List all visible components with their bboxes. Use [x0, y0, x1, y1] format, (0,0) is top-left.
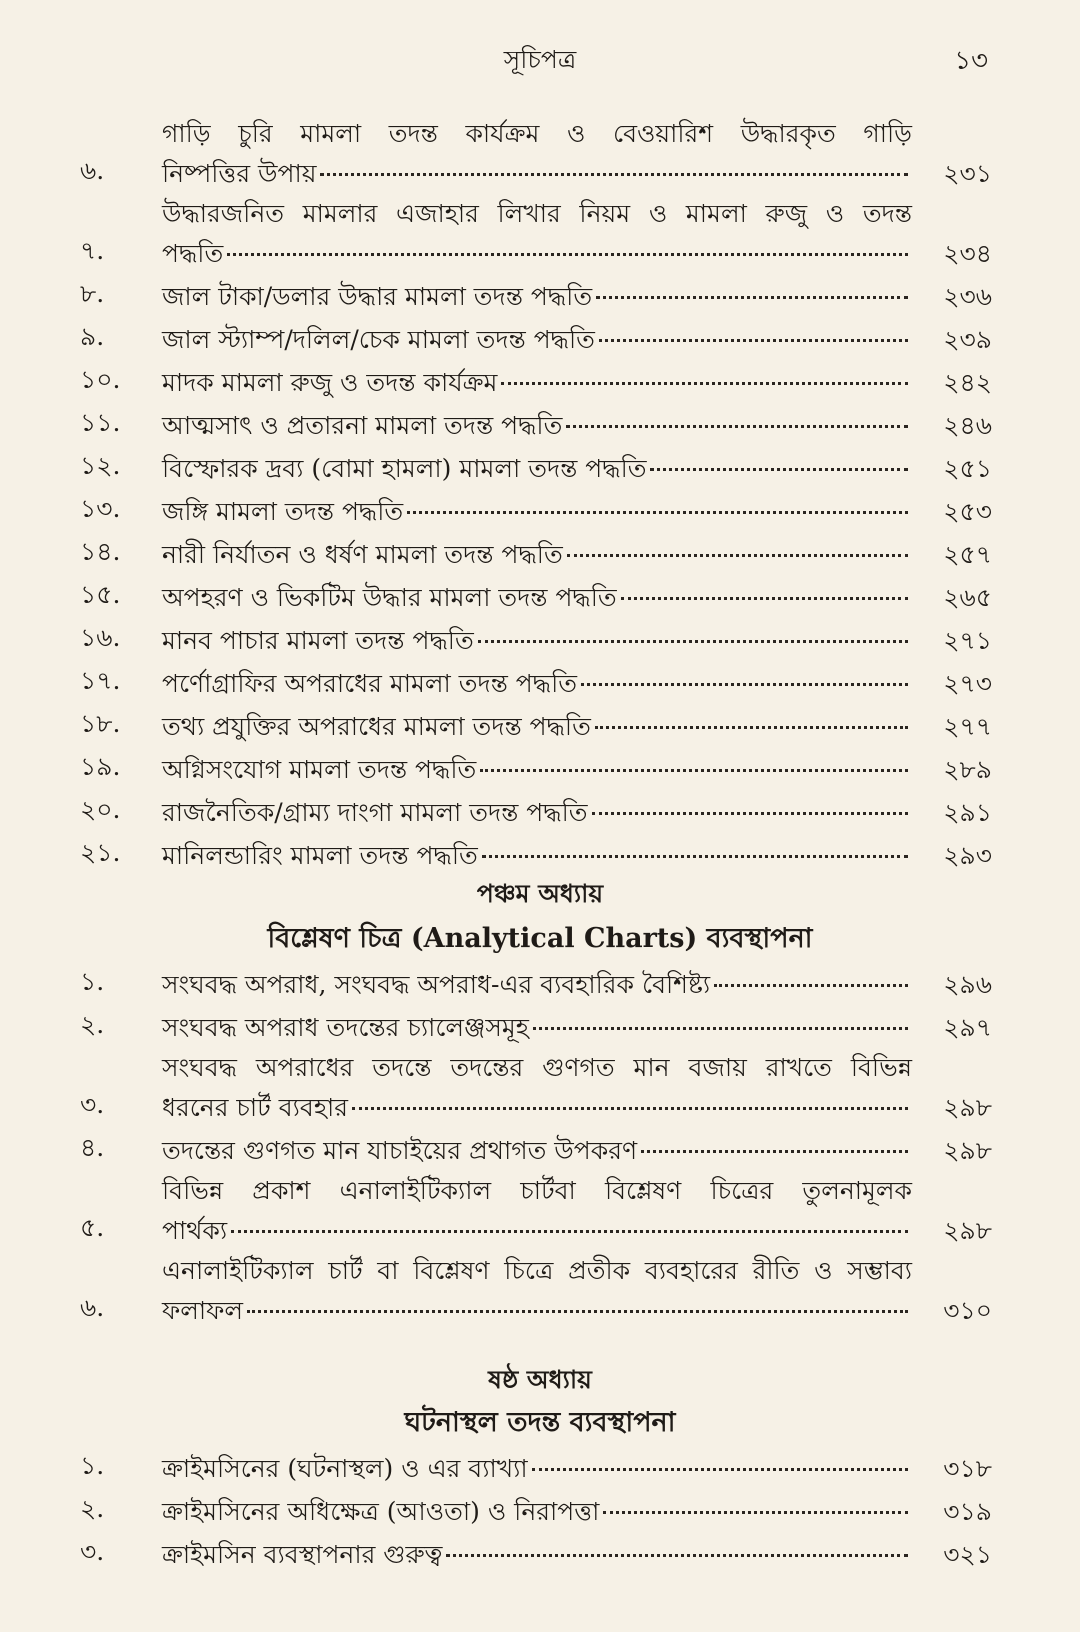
entry-title [162, 578, 912, 618]
entry-title-text: পার্থক্য [162, 1216, 228, 1245]
entry-page-number: ২৫৭ [943, 540, 992, 569]
toc-list-chapter-6 [80, 1446, 992, 1575]
entry-number: ২১. [80, 838, 121, 867]
entry-number: ১৮. [80, 709, 121, 738]
entry-title-last-line [162, 1535, 912, 1575]
entry-title [162, 114, 912, 194]
entry-title-text: তথ্য প্রযুক্তির অপরাধের মামলা তদন্ত পদ্ধতি [162, 712, 591, 741]
entry-title-last-line [162, 1291, 912, 1331]
entry-page-number: ৩১৮ [943, 1454, 992, 1483]
entry-number: ১৯. [80, 752, 121, 781]
entry-title [162, 965, 912, 1005]
dot-leader [567, 553, 908, 557]
toc-entry[interactable] [80, 403, 992, 446]
entry-number: ১৭. [80, 666, 121, 695]
entry-number: ২. [80, 1010, 105, 1039]
entry-title-last-line [162, 750, 912, 790]
entry-title [162, 1251, 912, 1331]
entry-number: ১. [80, 1451, 105, 1480]
entry-title-last-line [162, 1211, 912, 1251]
entry-title [162, 363, 912, 403]
entry-title-last-line [162, 406, 912, 446]
entry-title [162, 277, 912, 317]
entry-title-text: সংঘবদ্ধ অপরাধ তদন্তের চ্যালেঞ্জসমূহ [162, 1013, 529, 1042]
entry-title-last-line [162, 234, 912, 274]
entry-title [162, 406, 912, 446]
entry-title-line: সংঘবদ্ধ অপরাধের তদন্তে তদন্তের গুণগত মান বজায় রাখতে বিভিন্ন [162, 1053, 912, 1082]
entry-title-last-line [162, 793, 912, 833]
toc-entry[interactable] [80, 317, 992, 360]
entry-number: ৩. [80, 1090, 105, 1119]
entry-number: ১০. [80, 365, 121, 394]
entry-page-number: ৩১০ [943, 1296, 992, 1325]
entry-page-number: ২৩৪ [943, 239, 992, 268]
entry-title-line: গাড়ি চুরি মামলা তদন্ত কার্যক্রম ও বেওয়ারিশ উদ্ধারকৃত গাড়ি [162, 119, 912, 148]
entry-page-number: ৩২১ [943, 1540, 992, 1569]
entry-number: ১৫. [80, 580, 121, 609]
dot-leader [599, 338, 908, 342]
entry-page-number: ২৫৩ [943, 497, 992, 526]
entry-title [162, 194, 912, 274]
entry-title [162, 750, 912, 790]
entry-title-text: ক্রাইমসিনের (ঘটনাস্থল) ও এর ব্যাখ্যা [162, 1454, 528, 1483]
entry-title [162, 707, 912, 747]
dot-leader [641, 1149, 908, 1153]
entry-title-text: মানব পাচার মামলা তদন্ত পদ্ধতি [162, 626, 474, 655]
entry-title [162, 449, 912, 489]
entry-title [162, 664, 912, 704]
chapter-6-title: ঘটনাস্থল তদন্ত ব্যবস্থাপনা [404, 1407, 676, 1438]
entry-title [162, 535, 912, 575]
entry-title [162, 320, 912, 360]
entry-title [162, 492, 912, 532]
entry-title-text: ক্রাইমসিনের অধিক্ষেত্র (আওতা) ও নিরাপত্তা [162, 1497, 600, 1526]
entry-number: ১. [80, 967, 105, 996]
entry-number: ১৪. [80, 537, 121, 566]
entry-title-text: জাল টাকা/ডলার উদ্ধার মামলা তদন্ত পদ্ধতি [162, 282, 593, 311]
entry-title-last-line [162, 1008, 912, 1048]
entry-title-last-line [162, 1492, 912, 1532]
toc-entry[interactable] [80, 1446, 992, 1489]
toc-entry[interactable] [80, 575, 992, 618]
entry-title [162, 1449, 912, 1489]
toc-entry[interactable] [80, 489, 992, 532]
entry-number: ১৩. [80, 494, 121, 523]
entry-title-text: জাল স্ট্যাম্প/দলিল/চেক মামলা তদন্ত পদ্ধতি [162, 325, 595, 354]
dot-leader [595, 725, 908, 729]
toc-entry[interactable] [80, 618, 992, 661]
entry-page-number: ২৯১ [943, 798, 992, 827]
entry-title-last-line [162, 535, 912, 575]
dot-leader [501, 381, 908, 385]
toc-entry[interactable] [80, 1489, 992, 1532]
entry-page-number: ২৭৩ [943, 669, 992, 698]
dot-leader [596, 295, 908, 299]
entry-number: ২. [80, 1494, 105, 1523]
entry-title-text: অগ্নিসংযোগ মামলা তদন্ত পদ্ধতি [162, 755, 477, 784]
entry-title-last-line [162, 154, 912, 194]
toc-entry[interactable] [80, 1532, 992, 1575]
entry-page-number: ২৯৭ [943, 1013, 992, 1042]
entry-number: ৬. [80, 156, 105, 185]
entry-title-last-line [162, 1088, 912, 1128]
toc-entry[interactable] [80, 747, 992, 790]
toc-entry[interactable] [80, 532, 992, 575]
entry-number: ২০. [80, 795, 121, 824]
entry-title [162, 1048, 912, 1128]
entry-title-last-line [162, 492, 912, 532]
chapter-6-heading: ষষ্ঠ অধ্যায় [488, 1365, 592, 1394]
entry-number: ৬. [80, 1293, 105, 1322]
entry-title-last-line [162, 1131, 912, 1171]
entry-title [162, 1131, 912, 1171]
entry-page-number: ২৯৮ [943, 1093, 992, 1122]
entry-number: ৫. [80, 1213, 105, 1242]
page-title: সূচিপত্র [503, 45, 577, 74]
entry-number: ৪. [80, 1133, 105, 1162]
entry-page-number: ২৬৫ [943, 583, 992, 612]
entry-page-number: ২৯৬ [943, 970, 992, 999]
dot-leader [352, 1106, 908, 1110]
toc-list-continued [80, 114, 992, 876]
entry-number: ১২. [80, 451, 121, 480]
toc-entry[interactable] [80, 1171, 992, 1251]
dot-leader [247, 1309, 908, 1313]
dot-leader [532, 1467, 908, 1471]
entry-title-last-line [162, 621, 912, 661]
dot-leader [533, 1026, 908, 1030]
dot-leader [482, 854, 908, 858]
entry-title-text: জঙ্গি মামলা তদন্ত পদ্ধতি [162, 497, 404, 526]
toc-entry[interactable] [80, 1128, 992, 1171]
entry-title-text: সংঘবদ্ধ অপরাধ, সংঘবদ্ধ অপরাধ-এর ব্যবহারিক বৈশিষ্ট্য [162, 970, 711, 999]
entry-title [162, 1008, 912, 1048]
entry-title-text: আত্মসাৎ ও প্রতারনা মামলা তদন্ত পদ্ধতি [162, 411, 563, 440]
running-head [0, 40, 1080, 83]
dot-leader [592, 811, 908, 815]
dot-leader [714, 983, 908, 987]
toc-entry[interactable] [80, 274, 992, 317]
entry-title [162, 836, 912, 876]
entry-page-number: ২৮৯ [943, 755, 992, 784]
entry-title-line: উদ্ধারজনিত মামলার এজাহার লিখার নিয়ম ও মামলা রুজু ও তদন্ত [162, 199, 912, 228]
toc-entry[interactable] [80, 790, 992, 833]
entry-title-text: ফলাফল [162, 1296, 244, 1325]
dot-leader [581, 682, 908, 686]
entry-title-text: তদন্তের গুণগত মান যাচাইয়ের প্রথাগত উপকরণ [162, 1136, 638, 1165]
entry-page-number: ২৩৬ [943, 282, 992, 311]
entry-title-text: ক্রাইমসিন ব্যবস্থাপনার গুরুত্ব [162, 1540, 443, 1569]
entry-title-text: ধরনের চার্ট ব্যবহার [162, 1093, 348, 1122]
entry-number: ১১. [80, 408, 121, 437]
entry-title-last-line [162, 836, 912, 876]
toc-entry[interactable] [80, 661, 992, 704]
toc-entry[interactable] [80, 833, 992, 876]
chapter-5-heading: পঞ্চম অধ্যায় [476, 879, 604, 908]
entry-title [162, 1535, 912, 1575]
toc-entry[interactable] [80, 194, 992, 274]
entry-title [162, 621, 912, 661]
entry-title-text: নিষ্পত্তির উপায় [162, 159, 317, 188]
entry-title-text: অপহরণ ও ভিকটিম উদ্ধার মামলা তদন্ত পদ্ধতি [162, 583, 617, 612]
toc-entry[interactable] [80, 1048, 992, 1128]
toc-entry[interactable] [80, 446, 992, 489]
entry-page-number: ২৩৯ [943, 325, 992, 354]
entry-title-line: বিভিন্ন প্রকাশ এনালাইটিক্যাল চার্টবা বিশ্লেষণ চিত্রের তুলনামূলক [162, 1176, 912, 1205]
entry-number: ৯. [80, 322, 105, 351]
entry-number: ৭. [80, 236, 105, 265]
entry-title-text: মাদক মামলা রুজু ও তদন্ত কার্যক্রম [162, 368, 498, 397]
entry-title [162, 1171, 912, 1251]
entry-title-last-line [162, 449, 912, 489]
entry-title [162, 1492, 912, 1532]
entry-title-last-line [162, 363, 912, 403]
dot-leader [621, 596, 908, 600]
toc-entry[interactable] [80, 114, 992, 194]
entry-title-last-line [162, 707, 912, 747]
dot-leader [603, 1510, 908, 1514]
entry-page-number: ২৭১ [943, 626, 992, 655]
entry-page-number: ২৯৩ [943, 841, 992, 870]
entry-page-number: ২৭৭ [943, 712, 992, 741]
toc-entry[interactable] [80, 962, 992, 1005]
dot-leader [478, 639, 908, 643]
toc-entry[interactable] [80, 1005, 992, 1048]
entry-page-number: ২৩১ [943, 159, 992, 188]
dot-leader [566, 424, 908, 428]
entry-title-text: পর্ণোগ্রাফির অপরাধের মামলা তদন্ত পদ্ধতি [162, 669, 577, 698]
entry-page-number: ২৯৮ [943, 1136, 992, 1165]
toc-entry[interactable] [80, 1251, 992, 1331]
entry-page-number: ২৫১ [943, 454, 992, 483]
entry-title-text: বিস্ফোরক দ্রব্য (বোমা হামলা) মামলা তদন্ত পদ্ধতি [162, 454, 647, 483]
toc-entry[interactable] [80, 360, 992, 403]
entry-title-last-line [162, 320, 912, 360]
entry-page-number: ২৪২ [943, 368, 992, 397]
entry-title-text: রাজনৈতিক/গ্রাম্য দাংগা মামলা তদন্ত পদ্ধতি [162, 798, 588, 827]
entry-number: ৮. [80, 279, 105, 308]
dot-leader [407, 510, 908, 514]
entry-page-number: ২৪৬ [943, 411, 992, 440]
dot-leader [320, 172, 908, 176]
entry-number: ১৬. [80, 623, 121, 652]
dot-leader [650, 467, 908, 471]
entry-title-last-line [162, 1449, 912, 1489]
dot-leader [227, 252, 908, 256]
entry-title-text: নারী নির্যাতন ও ধর্ষণ মামলা তদন্ত পদ্ধতি [162, 540, 563, 569]
entry-title-text: মানিলন্ডারিং মামলা তদন্ত পদ্ধতি [162, 841, 478, 870]
entry-number: ৩. [80, 1537, 105, 1566]
entry-title [162, 793, 912, 833]
entry-title-last-line [162, 277, 912, 317]
entry-page-number: ২৯৮ [943, 1216, 992, 1245]
toc-entry[interactable] [80, 704, 992, 747]
entry-title-line: এনালাইটিক্যাল চার্ট বা বিশ্লেষণ চিত্রে প্রতীক ব্যবহারের রীতি ও সম্ভাব্য [162, 1256, 912, 1285]
dot-leader [231, 1229, 908, 1233]
toc-list-chapter-5 [80, 962, 992, 1331]
page-number: ১৩ [954, 46, 988, 76]
entry-title-last-line [162, 578, 912, 618]
entry-title-last-line [162, 965, 912, 1005]
dot-leader [446, 1553, 908, 1557]
chapter-5-title: বিশ্লেষণ চিত্র (Analytical Charts) ব্যবস্থাপনা [267, 923, 813, 954]
entry-title-last-line [162, 664, 912, 704]
entry-title-text: পদ্ধতি [162, 239, 224, 268]
entry-page-number: ৩১৯ [943, 1497, 992, 1526]
dot-leader [480, 768, 908, 772]
